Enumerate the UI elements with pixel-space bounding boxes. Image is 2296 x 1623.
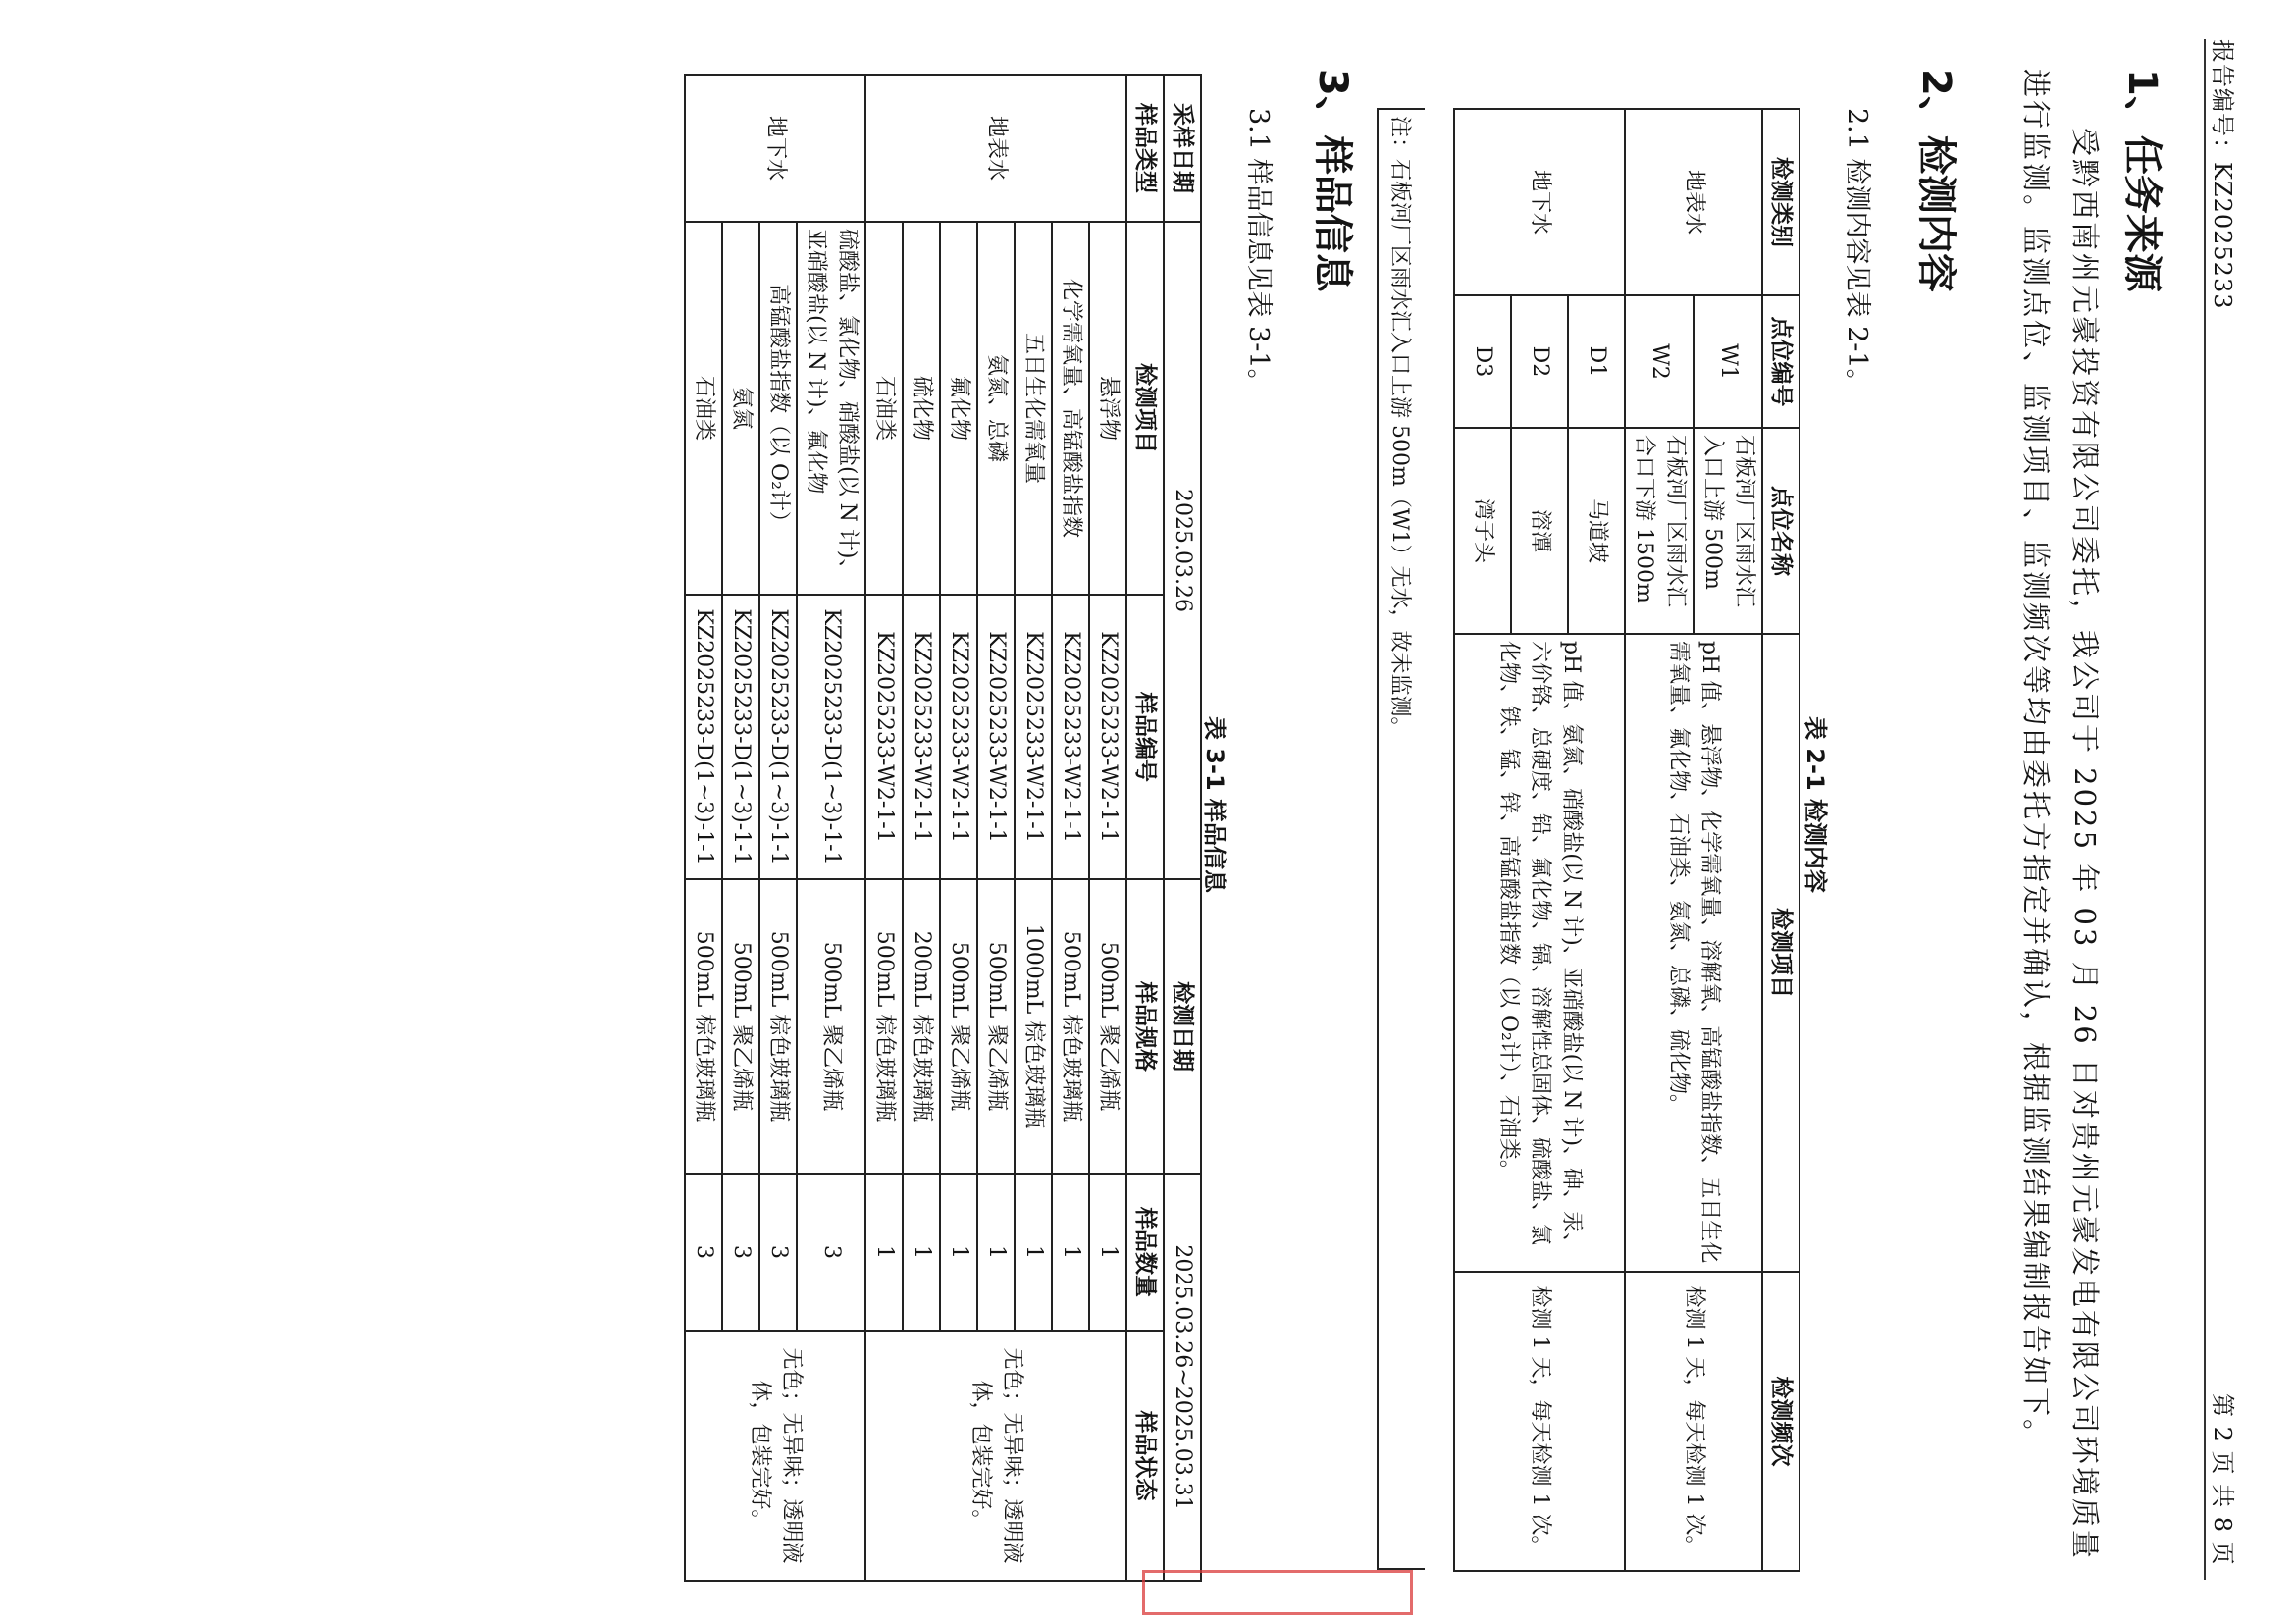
table-2-1-note: 注：石板河厂区雨水汇入口上游 500m（W1）无水，故未监测。 [1377, 108, 1425, 1570]
section-1-title: 1、任务来源 [2119, 69, 2165, 292]
item-cell: 硫化物 [903, 222, 940, 595]
item-cell: 化学需氧量、高锰酸盐指数 [1052, 222, 1089, 595]
item-cell: 高锰酸盐指数（以 O₂计） [759, 222, 797, 595]
table-2-1-caption: 表 2-1 检测内容 [1801, 715, 1829, 894]
table-3-1-caption: 表 3-1 样品信息 [1201, 715, 1228, 894]
header-point-name: 点位名称 [1762, 428, 1800, 634]
point-name-cell: 石板河厂区雨水汇入口上游 500m [1694, 428, 1762, 634]
header-frequency: 检测频次 [1762, 1272, 1800, 1571]
section-3-title: 3、样品信息 [1310, 69, 1355, 292]
section-1-paragraph: 受黔西南州元豪投资有限公司委托，我公司于 2025 年 03 月 26 日对贵州元豪发电有限公司环境质量进行监测。监测点位、监测项目、监测频次等均由委托方指定并确认，根据监测结果编制报告如下。 [2019, 69, 2102, 1561]
spec-cell: 500mL 聚乙烯瓶 [977, 879, 1015, 1174]
table-header-row [1126, 75, 1164, 1581]
item-cell: 石油类 [685, 222, 722, 595]
spec-cell: 500mL 棕色玻璃瓶 [685, 879, 722, 1174]
spec-cell: 500mL 棕色玻璃瓶 [759, 879, 797, 1174]
item-cell: 悬浮物 [1089, 222, 1126, 595]
section-2-subline: 2.1 检测内容见表 2-1。 [1842, 108, 1872, 395]
point-id-cell: D2 [1511, 295, 1568, 428]
header-test-item: 检测项目 [1126, 222, 1164, 595]
sample-type-cell: 地下水 [685, 75, 865, 222]
page-indicator: 第 2 页 共 8 页 [2209, 1393, 2236, 1566]
report-number: 报告编号：KZ2025233 [2209, 39, 2236, 310]
spec-cell: 500mL 聚乙烯瓶 [940, 879, 977, 1174]
spec-cell: 500mL 棕色玻璃瓶 [865, 879, 903, 1174]
spec-cell: 500mL 棕色玻璃瓶 [1052, 879, 1089, 1174]
point-name-cell: 石板河厂区雨水汇合口下游 1500m [1625, 428, 1694, 634]
point-id-cell: W2 [1625, 295, 1694, 428]
item-cell: 氨氮、总磷 [977, 222, 1015, 595]
state-cell: 无色；无异味；透明液体，包装完好。 [865, 1331, 1126, 1581]
spec-cell: 500mL 聚乙烯瓶 [797, 879, 865, 1174]
code-cell: KZ2025233-D(1~3)-1-1 [722, 595, 759, 879]
table-header-row [1762, 109, 1800, 1571]
frequency-cell: 检测 1 天，每天检测 1 次。 [1625, 1272, 1762, 1571]
point-id-cell: D3 [1454, 295, 1511, 428]
qty-cell: 3 [722, 1174, 759, 1331]
header-rule [2204, 39, 2206, 1580]
qty-cell: 3 [797, 1174, 865, 1331]
code-cell: KZ2025233-D(1~3)-1-1 [797, 595, 865, 879]
header-sample-state: 样品状态 [1126, 1331, 1164, 1581]
sample-date-value: 2025.03.26 [1164, 222, 1201, 879]
point-id-cell: W1 [1694, 295, 1762, 428]
header-items: 检测项目 [1762, 634, 1800, 1272]
spec-cell: 500mL 聚乙烯瓶 [1089, 879, 1126, 1174]
qty-cell: 1 [865, 1174, 903, 1331]
spec-cell: 200mL 棕色玻璃瓶 [903, 879, 940, 1174]
test-date-label: 检测日期 [1164, 879, 1201, 1174]
item-cell: 氨氮 [722, 222, 759, 595]
code-cell: KZ2025233-D(1~3)-1-1 [685, 595, 722, 879]
items-cell: pH 值、氨氮、硝酸盐(以 N 计)、亚硝酸盐(以 N 计)、砷、汞、六价铬、总硬度、铅、氟化物、镉、溶解性总固体、硫酸盐、氯化物、铁、锰、锌、高锰酸盐指数（以 O₂计）、石油类。 [1454, 634, 1625, 1272]
date-row [1164, 75, 1201, 1581]
qty-cell: 1 [1015, 1174, 1052, 1331]
qty-cell: 1 [977, 1174, 1015, 1331]
code-cell: KZ2025233-D(1~3)-1-1 [759, 595, 797, 879]
header-sample-qty: 样品数量 [1126, 1174, 1164, 1331]
test-date-value: 2025.03.26~2025.03.31 [1164, 1174, 1201, 1581]
spec-cell: 500mL 聚乙烯瓶 [722, 879, 759, 1174]
point-name-cell: 马道坡 [1568, 428, 1625, 634]
qty-cell: 1 [1052, 1174, 1089, 1331]
frequency-cell: 检测 1 天，每天检测 1 次。 [1454, 1272, 1625, 1571]
code-cell: KZ2025233-W2-1-1 [903, 595, 940, 879]
header-point-id: 点位编号 [1762, 295, 1800, 428]
header-sample-spec: 样品规格 [1126, 879, 1164, 1174]
table-row [1694, 109, 1762, 1571]
point-name-cell: 溶潭 [1511, 428, 1568, 634]
point-name-cell: 湾子头 [1454, 428, 1511, 634]
header-sample-code: 样品编号 [1126, 595, 1164, 879]
section-3-subline: 3.1 样品信息见表 3-1。 [1243, 108, 1274, 395]
header-category: 检测类别 [1762, 109, 1800, 295]
item-cell: 硫酸盐、氯化物、硝酸盐(以 N 计)、亚硝酸盐(以 N 计)、氟化物 [797, 222, 865, 595]
section-2-title: 2、检测内容 [1913, 69, 1958, 292]
category-cell: 地下水 [1454, 109, 1625, 295]
table-3-1 [684, 74, 1202, 1582]
header-sample-type: 样品类型 [1126, 75, 1164, 222]
state-cell: 无色；无异味；透明液体，包装完好。 [685, 1331, 865, 1581]
qty-cell: 1 [940, 1174, 977, 1331]
item-cell: 氟化物 [940, 222, 977, 595]
sample-date-label: 采样日期 [1164, 75, 1201, 222]
code-cell: KZ2025233-W2-1-1 [1052, 595, 1089, 879]
spec-cell: 1000mL 棕色玻璃瓶 [1015, 879, 1052, 1174]
qty-cell: 1 [903, 1174, 940, 1331]
code-cell: KZ2025233-W2-1-1 [977, 595, 1015, 879]
category-cell: 地表水 [1625, 109, 1762, 295]
inspection-stamp [1142, 1570, 1413, 1615]
point-id-cell: D1 [1568, 295, 1625, 428]
code-cell: KZ2025233-W2-1-1 [1015, 595, 1052, 879]
qty-cell: 3 [759, 1174, 797, 1331]
table-2-1 [1453, 108, 1800, 1572]
qty-cell: 1 [1089, 1174, 1126, 1331]
table-row [1568, 109, 1625, 1571]
items-cell: pH 值、悬浮物、化学需氧量、溶解氧、高锰酸盐指数、五日生化需氧量、氟化物、石油类、氨氮、总磷、硫化物。 [1625, 634, 1762, 1272]
table-row [1089, 75, 1126, 1581]
code-cell: KZ2025233-W2-1-1 [940, 595, 977, 879]
code-cell: KZ2025233-W2-1-1 [865, 595, 903, 879]
item-cell: 五日生化需氧量 [1015, 222, 1052, 595]
table-row [797, 75, 865, 1581]
item-cell: 石油类 [865, 222, 903, 595]
code-cell: KZ2025233-W2-1-1 [1089, 595, 1126, 879]
qty-cell: 3 [685, 1174, 722, 1331]
sample-type-cell: 地表水 [865, 75, 1126, 222]
